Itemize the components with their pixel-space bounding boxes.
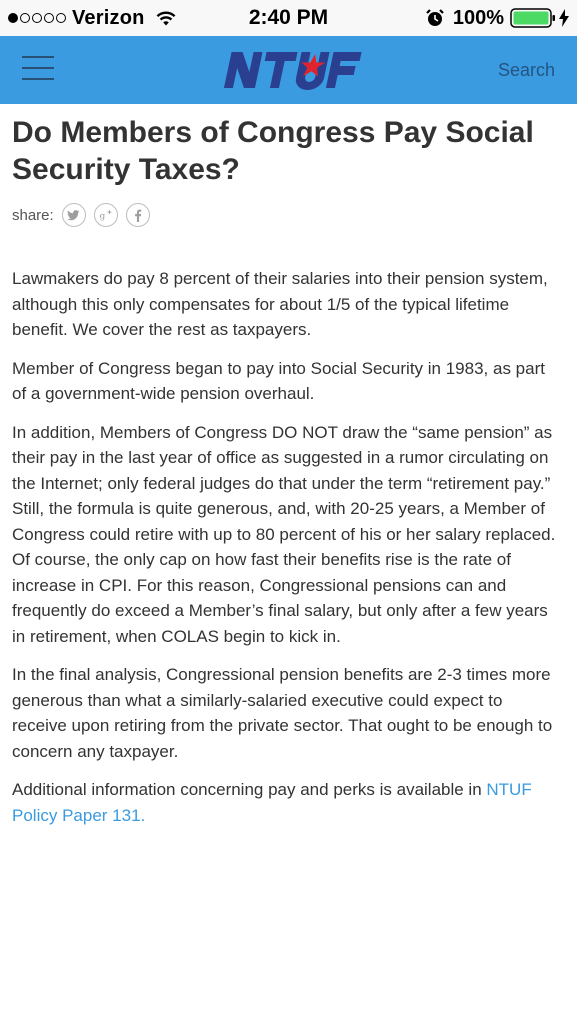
svg-text:g: g xyxy=(99,211,105,221)
share-facebook-button[interactable] xyxy=(126,203,150,227)
twitter-icon xyxy=(67,210,80,221)
share-label: share: xyxy=(12,206,54,224)
charging-bolt-icon xyxy=(559,9,569,27)
policy-paper-link[interactable]: NTUF Policy Paper 131. xyxy=(12,780,532,825)
article-paragraph-additional-info xyxy=(12,777,560,828)
article-title: Do Members of Congress Pay Social Security Taxes? xyxy=(12,116,534,186)
additional-info-text: Additional information concerning pay and perks is available in xyxy=(12,780,487,799)
hamburger-menu-icon[interactable] xyxy=(22,56,54,82)
search-link[interactable]: Search xyxy=(497,60,555,80)
article-paragraph: In the final analysis, Congressional pension benefits are 2-3 times more generous than what a similarly-salaried executive could expect to receive upon retiring from the private sector. That ought to be enough to concern any taxpayer. xyxy=(12,665,553,761)
battery-icon xyxy=(510,8,556,28)
status-time: 2:40 PM xyxy=(248,6,329,29)
menu-bar xyxy=(22,78,54,80)
alarm-clock-icon xyxy=(425,8,445,28)
share-google-plus-button[interactable] xyxy=(94,203,118,227)
menu-bar xyxy=(22,56,54,58)
battery-percentage: 100% xyxy=(452,6,504,29)
carrier-name: Verizon xyxy=(72,6,145,29)
status-bar xyxy=(0,0,577,36)
share-twitter-button[interactable] xyxy=(62,203,86,227)
site-header xyxy=(0,36,577,104)
article-body xyxy=(12,266,560,841)
facebook-icon xyxy=(134,209,142,222)
article-paragraph: In addition, Members of Congress DO NOT draw the “same pension” as their pay in the last year of office as suggested in a rumor circulating on the Internet; only federal judges do that under the term “retirement pay.” Still, the formula is quite generous, and, with 20-25 years, a Member of Congress could retire with up to 80 percent of his or her salary replaced. Of course, the only cap on how fast their benefits rise is the rate of increase in CPI. For this reason, Congressional pensions can and frequently do exceed a Member’s final salary, but only after a few years in retirement, when COLAS begin to kick in. xyxy=(12,422,556,646)
ntuf-logo[interactable] xyxy=(222,50,380,90)
article-paragraph: Lawmakers do pay 8 percent of their salaries into their pension system, although this only compensates for about 1/5 of the typical lifetime benefit. We cover the rest as taxpayers. xyxy=(12,269,548,339)
article-paragraph: Member of Congress began to pay into Social Security in 1983, as part of a government-wide pension overhaul. xyxy=(12,358,545,403)
share-row xyxy=(12,202,158,228)
menu-bar xyxy=(22,67,54,69)
google-plus-icon xyxy=(99,209,113,221)
status-right xyxy=(425,7,569,29)
